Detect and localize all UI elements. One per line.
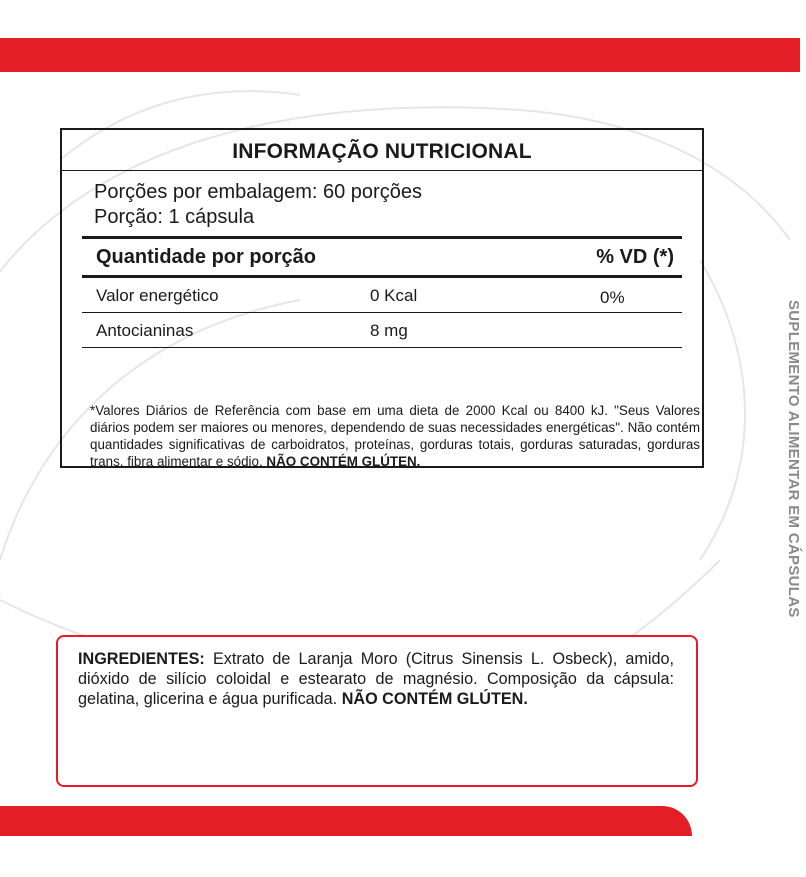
servings-info xyxy=(82,172,682,236)
side-product-label xyxy=(786,300,806,640)
side-product-label-text: SUPLEMENTO ALIMENTAR EM CÁPSULAS xyxy=(785,300,802,618)
nutrition-body xyxy=(82,172,700,469)
servings-per-package: Porções por embalagem: 60 porções xyxy=(94,181,422,203)
top-red-band xyxy=(0,38,800,72)
nutrient-amount: 0 Kcal xyxy=(370,286,418,305)
ingredients-text xyxy=(78,649,674,709)
header-quantity: Quantidade por porção xyxy=(96,245,317,268)
bottom-red-band xyxy=(0,806,692,836)
nutrition-footnote xyxy=(90,402,700,470)
gluten-free-note: NÃO CONTÉM GLÚTEN. xyxy=(266,454,421,469)
nutrient-row xyxy=(82,278,682,312)
nutrient-name: Antocianinas xyxy=(96,321,194,340)
divider xyxy=(62,170,702,171)
footnote-text: *Valores Diários de Referência com base em uma dieta de 2000 Kcal ou 8400 kJ. "Seus Valores diários podem ser maiores ou menores, dependendo de suas necessidades energéticas". Não contém quantidades significativas de carboidratos, proteínas, gorduras totais, gorduras saturadas, gorduras trans, fibra alimentar e sódio. xyxy=(90,403,700,469)
ingredients-panel xyxy=(56,635,698,787)
nutrition-title: INFORMAÇÃO NUTRICIONAL xyxy=(232,140,532,163)
serving-size: Porção: 1 cápsula xyxy=(94,206,255,228)
nutrient-amount: 8 mg xyxy=(370,321,408,340)
column-header-row xyxy=(82,239,682,275)
divider xyxy=(82,347,682,348)
nutrient-daily-value: 0% xyxy=(600,288,625,307)
ingredients-label: INGREDIENTES: xyxy=(78,650,205,668)
nutrition-facts-table xyxy=(60,128,704,468)
ingredients-gluten-note: NÃO CONTÉM GLÚTEN. xyxy=(341,690,528,708)
header-daily-value: % VD (*) xyxy=(596,245,674,268)
nutrient-row xyxy=(82,313,682,347)
nutrient-name: Valor energético xyxy=(96,286,219,305)
ingredients-list: Extrato de Laranja Moro (Citrus Sinensis L. Osbeck), amido, dióxido de silício coloidal e estearato de magnésio. Composição da cápsula: gelatina, glicerina e água purificada. xyxy=(78,650,674,708)
